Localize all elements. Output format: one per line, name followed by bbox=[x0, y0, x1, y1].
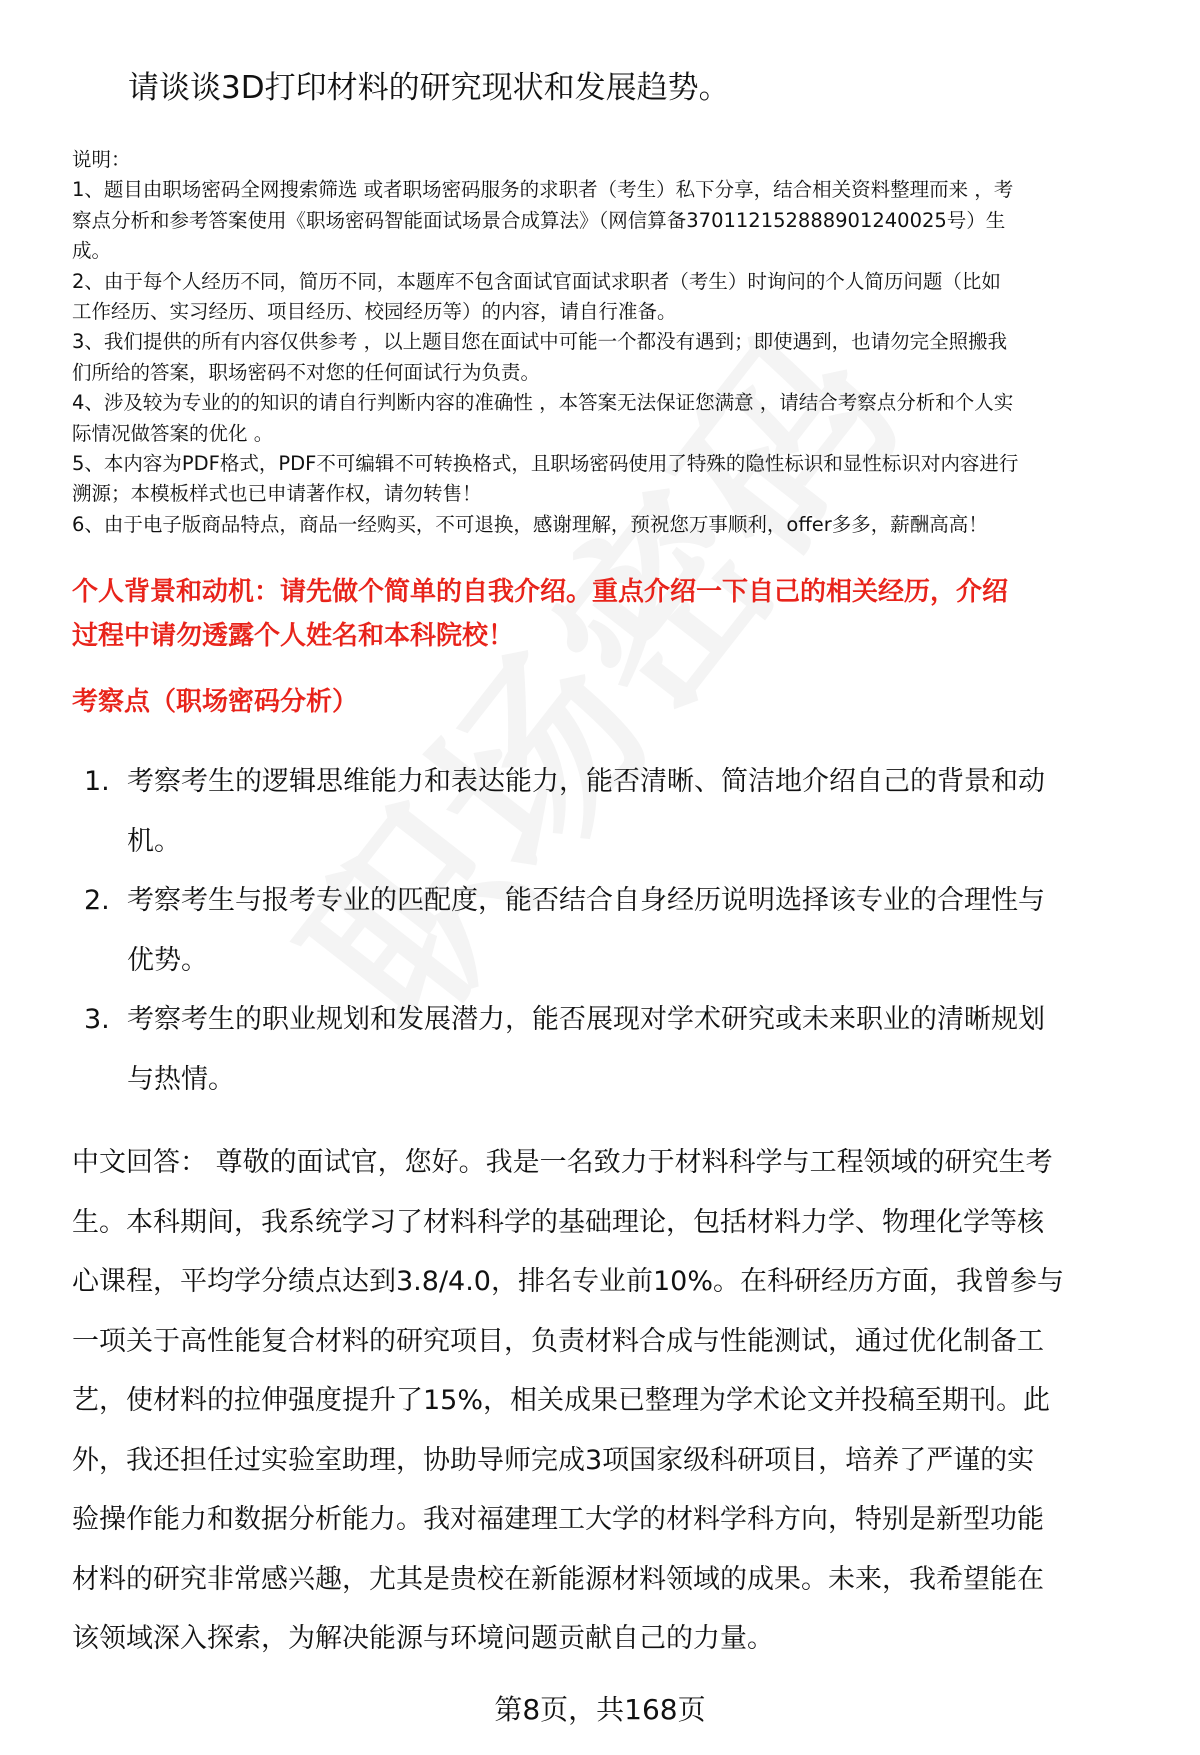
list-number: 3. bbox=[84, 1004, 110, 1035]
points-list bbox=[84, 752, 1164, 1109]
question-title: 请谈谈3D打印材料的研究现状和发展趋势。 bbox=[128, 70, 730, 106]
answer-section bbox=[72, 1133, 1162, 1669]
list-number: 1. bbox=[84, 766, 110, 797]
notes-line: 际情况做答案的优化 。 bbox=[72, 421, 274, 445]
background-heading-line: 过程中请勿透露个人姓名和本科院校！ bbox=[72, 621, 515, 651]
notes-section bbox=[72, 145, 1162, 540]
answer-line: 艺，使材料的拉伸强度提升了15%，相关成果已整理为学术论文并投稿至期刊。此 bbox=[72, 1385, 1051, 1416]
notes-line: 4、涉及较为专业的的知识的请自行判断内容的准确性 ，本答案无法保证您满意 ，请结合考察点分析和个人实 bbox=[72, 391, 1014, 415]
list-text: 考察考生的逻辑思维能力和表达能力，能否清晰、简洁地介绍自己的背景和动 bbox=[127, 766, 1045, 797]
notes-line: 6、由于电子版商品特点，商品一经购买，不可退换，感谢理解，预祝您万事顺利，offer多多，薪酬高高！ bbox=[72, 512, 988, 536]
notes-line: 察点分析和参考答案使用《职场密码智能面试场景合成算法》（网信算备370112152888901240025号）生 bbox=[72, 208, 1006, 232]
answer-line: 验操作能力和数据分析能力。我对福建理工大学的材料学科方向，特别是新型功能 bbox=[72, 1504, 1044, 1535]
notes-line: 成。 bbox=[72, 239, 112, 263]
list-text: 考察考生与报考专业的匹配度，能否结合自身经历说明选择该专业的合理性与 bbox=[127, 885, 1045, 916]
answer-line: 材料的研究非常感兴趣，尤其是贵校在新能源材料领域的成果。未来，我希望能在 bbox=[72, 1563, 1044, 1595]
list-number: 2. bbox=[84, 885, 110, 916]
notes-line: 3、我们提供的所有内容仅供参考 ，以上题目您在面试中可能一个都没有遇到；即使遇到，也请勿完全照搬我 bbox=[72, 330, 1008, 354]
answer-line: 生。本科期间，我系统学习了材料科学的基础理论，包括材料力学、物理化学等核 bbox=[72, 1206, 1044, 1238]
list-item bbox=[84, 752, 1164, 871]
notes-line: 5、本内容为PDF格式，PDF不可编辑不可转换格式，且职场密码使用了特殊的隐性标识和显性标识对内容进行 bbox=[72, 452, 1019, 476]
notes-line: 溯源；本模板样式也已申请著作权，请勿转售！ bbox=[72, 482, 482, 506]
notes-line: 2、由于每个人经历不同，简历不同，本题库不包含面试官面试求职者（考生）时询问的个人简历问题（比如 bbox=[72, 269, 1001, 293]
background-heading-line: 个人背景和动机：请先做个简单的自我介绍。重点介绍一下自己的相关经历，介绍 bbox=[72, 577, 1009, 607]
background-heading bbox=[72, 570, 1008, 658]
page-number: 第8页，共168页 bbox=[494, 1693, 706, 1726]
notes-line: 们所给的答案，职场密码不对您的任何面试行为负责。 bbox=[72, 360, 541, 384]
answer-line: 一项关于高性能复合材料的研究项目，负责材料合成与性能测试，通过优化制备工 bbox=[72, 1325, 1044, 1357]
notes-line: 工作经历、实习经历、项目经历、校园经历等）的内容，请自行准备。 bbox=[72, 300, 677, 324]
list-item bbox=[84, 871, 1164, 990]
list-text: 机。 bbox=[127, 825, 181, 857]
answer-line: 心课程，平均学分绩点达到3.8/4.0，排名专业前10%。在科研经历方面，我曾参与 bbox=[72, 1266, 1064, 1297]
notes-line: 1、题目由职场密码全网搜索筛选 或者职场密码服务的求职者（考生）私下分享，结合相关资料整理而来 ，考 bbox=[72, 178, 1014, 202]
list-item bbox=[84, 990, 1164, 1109]
points-heading: 考察点（职场密码分析） bbox=[72, 687, 359, 717]
answer-line: 中文回答： 尊敬的面试官，您好。我是一名致力于材料科学与工程领域的研究生考 bbox=[72, 1147, 1053, 1178]
list-text: 考察考生的职业规划和发展潜力，能否展现对学术研究或未来职业的清晰规划 bbox=[127, 1004, 1045, 1035]
list-text: 优势。 bbox=[127, 944, 208, 976]
notes-line: 说明： bbox=[72, 148, 131, 171]
list-text: 与热情。 bbox=[127, 1063, 235, 1095]
answer-line: 该领域深入探索，为解决能源与环境问题贡献自己的力量。 bbox=[72, 1623, 774, 1654]
answer-line: 外，我还担任过实验室助理，协助导师完成3项国家级科研项目，培养了严谨的实 bbox=[72, 1444, 1035, 1476]
